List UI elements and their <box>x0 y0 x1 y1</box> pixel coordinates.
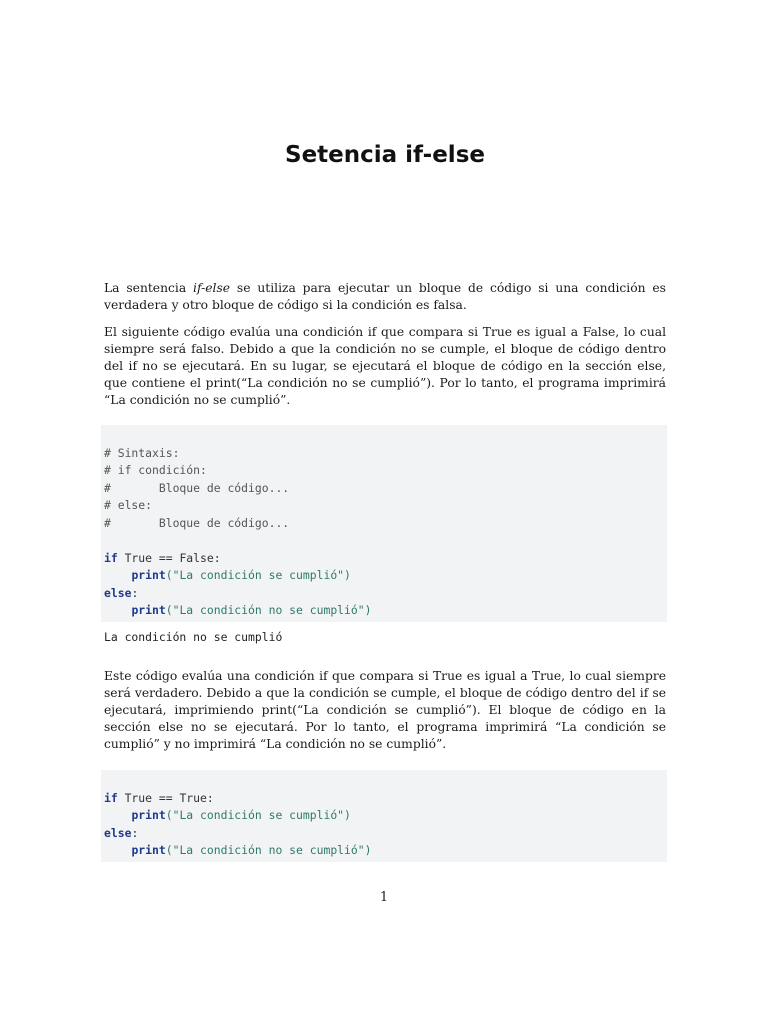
code-else-line <box>104 585 667 603</box>
explanation-paragraph-2: Este código evalúa una condición if que compara si True es igual a True, lo cual siempre será verdadero. Debido a que la condición se cumple, el bloque de código dentro del if se ejecutará, imprimiendo print(“La condición se cumplió”). El bloque de código en la sección else no se ejecutará. Por lo tanto, el programa imprimirá “La condición se cumplió” y no imprimirá “La condición no se cumplió”. <box>104 669 666 751</box>
code-output-1: La condición no se cumplió <box>104 630 283 644</box>
keyword-else: else <box>104 825 132 840</box>
code-comment: # Bloque de código... <box>104 480 290 495</box>
code-comment: # Bloque de código... <box>104 515 290 530</box>
if-condition: True == True: <box>117 790 214 805</box>
keyword-if: if <box>104 790 118 805</box>
print-argument: ("La condición no se cumplió") <box>165 603 372 617</box>
print-argument: ("La condición se cumplió") <box>165 568 351 582</box>
code-print-line <box>104 567 667 585</box>
code-indent <box>104 843 131 857</box>
if-condition: True == False: <box>117 550 221 565</box>
intro-text-after: se utiliza para ejecutar un bloque de código si una condición es verdadera y otro bloque de código si la condición es falsa. <box>104 281 666 312</box>
function-print: print <box>131 808 166 822</box>
intro-paragraph <box>104 280 666 314</box>
code-indent <box>104 808 131 822</box>
explanation-paragraph-1: El siguiente código evalúa una condición if que compara si True es igual a False, lo cual siempre será falso. Debido a que la condición no se cumple, el bloque de código dentro del if no se ejecutará. En su lugar, se ejecutará el bloque de código en la sección else, que contiene el print(“La condición no se cumplió”). Por lo tanto, el programa imprimirá “La condición no se cumplió”. <box>104 325 666 407</box>
function-print: print <box>131 568 166 582</box>
code-indent <box>104 603 131 617</box>
keyword-else: else <box>104 585 132 600</box>
function-print: print <box>131 603 166 617</box>
code-if-line <box>104 790 667 808</box>
code-print-line <box>104 602 667 620</box>
function-print: print <box>131 843 166 857</box>
code-comment: # if condición: <box>104 463 207 477</box>
code-block-1 <box>101 425 667 622</box>
keyword-if: if <box>104 550 118 565</box>
code-block-2 <box>101 770 667 862</box>
code-blank-line <box>104 532 667 550</box>
code-if-line <box>104 550 667 568</box>
code-colon: : <box>131 585 139 600</box>
page-number: 1 <box>379 890 389 905</box>
document-title: Setencia if-else <box>285 142 485 168</box>
code-print-line <box>104 807 667 825</box>
intro-emphasis: if-else <box>193 281 231 295</box>
intro-text-before: La sentencia <box>104 281 194 295</box>
print-argument: ("La condición no se cumplió") <box>165 843 372 857</box>
code-indent <box>104 568 131 582</box>
code-print-line <box>104 842 667 860</box>
code-else-line <box>104 825 667 843</box>
code-comment: # else: <box>104 498 153 512</box>
code-colon: : <box>131 825 139 840</box>
print-argument: ("La condición se cumplió") <box>165 808 351 822</box>
code-comment: # Sintaxis: <box>104 445 180 460</box>
